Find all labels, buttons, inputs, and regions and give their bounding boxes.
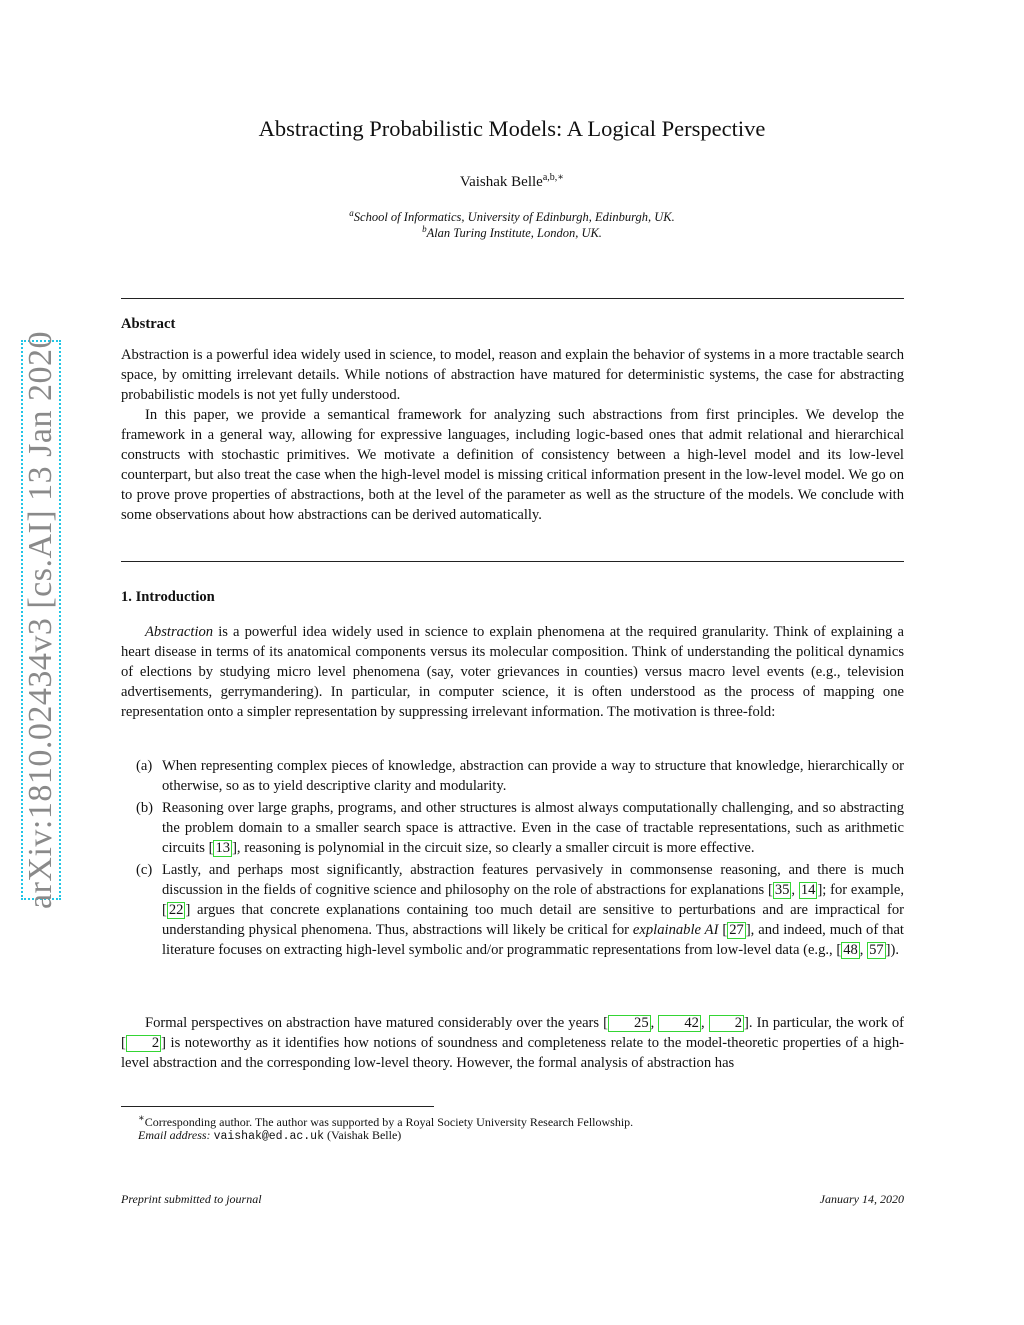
abstract-paragraph-1: Abstraction is a powerful idea widely used in science, to model, reason and explain the behavior of systems in a more tractable search space, by omitting irrelevant details. While notions of abstraction have matured for deterministic systems, the case for abstracting probabilistic models is not yet fully understood.	[121, 347, 904, 403]
footnote-mark: ∗	[138, 1113, 145, 1124]
paragraph-text: ] is noteworthy as it identifies how notions of soundness and completeness relate to the model-theoretic properties of a high-level abstraction and the corresponding low-level theory. However, the formal analysis of abstraction has	[121, 1035, 904, 1071]
paragraph-text: ]. In particular, the work of [	[121, 1015, 905, 1051]
list-item-text: ], and indeed, much of that literature focuses on extracting high-level symbolic and/or programmatic representations from low-level data (e.g., [	[162, 922, 904, 958]
citation-link[interactable]: 48	[843, 942, 858, 958]
citation-link[interactable]: 57	[869, 942, 884, 958]
separator: ,	[859, 942, 868, 958]
email-label: Email address:	[138, 1128, 211, 1142]
affiliation-text: School of Informatics, University of Edinburgh, Edinburgh, UK.	[353, 210, 675, 225]
separator: ,	[650, 1015, 659, 1031]
list-label: (c)	[136, 862, 153, 878]
citation-link[interactable]: 22	[168, 902, 184, 918]
motivation-list	[121, 756, 904, 962]
list-item-text: Lastly, and perhaps most significantly, abstraction features pervasively in commonsense reasoning, and there is much discussion in the fields of cognitive science and philosophy on the role of abstractions for explanations [	[162, 862, 904, 898]
footer-preprint-note: Preprint submitted to journal	[121, 1192, 262, 1206]
footnote-email	[138, 1127, 401, 1145]
list-item-text: ]; for example, [	[162, 882, 905, 918]
intro-p1-text: is a powerful idea widely used in science to explain phenomena at the required granularity. Think of explaining a heart disease in terms of its anatomical components versus its molecular composition. Think of understanding the political dynamics of elections by studying micro level phenomena (say, voter grievances in counties) versus macro level events (e.g., television advertisements, gerrymandering). In particular, in computer science, it is often understood as the process of mapping one representation onto a simpler representation by suppressing irrelevant information. The motivation is three-fold:	[121, 624, 904, 720]
section-heading-introduction: 1. Introduction	[121, 589, 215, 605]
list-item-text: ] argues that concrete explanations containing too much detail are sensitive to perturbations and are impractical for understanding physical phenomena. Thus, abstractions will likely be critical for	[162, 902, 904, 938]
abstract-body	[121, 345, 904, 525]
list-item-text: ]).	[885, 942, 900, 958]
paragraph-text: Formal perspectives on abstraction have matured considerably over the years [	[145, 1015, 609, 1031]
affiliation-mark: a	[349, 208, 354, 218]
footer-date: January 14, 2020	[819, 1192, 904, 1206]
emphasis-explainable-ai: explainable AI	[632, 922, 719, 938]
citation-link[interactable]: 42	[658, 1015, 701, 1032]
intro-paragraph-1	[121, 622, 904, 722]
abstract-top-rule	[121, 298, 904, 299]
list-item-text: When representing complex pieces of knowledge, abstraction can provide a way to structure that knowledge, hierarchically or otherwise, so as to yield descriptive clarity and modularity.	[162, 758, 904, 794]
citation-link[interactable]: 2	[126, 1035, 161, 1052]
list-item	[121, 860, 904, 960]
affiliation-b	[0, 224, 1024, 241]
abstract-paragraph-2: In this paper, we provide a semantical framework for analyzing such abstractions from first principles. We develop the framework in a general way, allowing for expressive languages, including logic-based ones that admit relational and hierarchical constructs with stochastic primitives. We motivate a definition of consistency between a high-level model and its low-level counterpart, but also treat the case when the high-level model is missing critical information present in the low-level model. We go on to prove prove properties of abstractions, both at the level of the parameter as well as the structure of the models. We conclude with some observations about how abstractions can be derived automatically.	[121, 407, 904, 523]
abstract-bottom-rule	[121, 561, 904, 562]
list-item-text: [	[718, 922, 728, 938]
list-label: (b)	[136, 800, 154, 816]
arxiv-stamp	[21, 330, 61, 910]
email-link[interactable]: vaishak@ed.ac.uk	[213, 1130, 324, 1143]
list-label: (a)	[136, 758, 153, 774]
citation-link[interactable]: 27	[729, 922, 744, 938]
list-item-text: Reasoning over large graphs, programs, and other structures is almost always computationally challenging, and so abstracting the problem domain to a smaller search space is attractive. Even in the case of tractable representations, such as arithmetic circuits [	[162, 800, 904, 856]
paper-title: Abstracting Probabilistic Models: A Logical Perspective	[258, 116, 766, 141]
citation-link[interactable]: 14	[800, 882, 816, 898]
separator: ,	[791, 882, 799, 898]
citation-link[interactable]: 35	[774, 882, 790, 898]
separator: ,	[700, 1015, 709, 1031]
citation-link[interactable]: 2	[709, 1015, 744, 1032]
author-marks: a,b,∗	[542, 172, 565, 183]
affiliation-mark: b	[422, 224, 427, 234]
intro-paragraph-2	[121, 1013, 904, 1073]
abstract-heading: Abstract	[121, 316, 176, 332]
affiliation-a	[0, 208, 1024, 225]
arxiv-identifier: arXiv:1810.02434v3 [cs.AI] 13 Jan 2020	[22, 330, 59, 910]
author-name: Vaishak Belle	[459, 174, 543, 190]
list-item	[121, 756, 904, 796]
author-line	[0, 172, 1024, 191]
emphasis-abstraction: Abstraction	[145, 624, 214, 640]
footnote-rule	[121, 1106, 434, 1107]
citation-link[interactable]: 25	[608, 1015, 651, 1032]
footnote-text: Corresponding author. The author was supported by a Royal Society University Research Fellowship.	[144, 1115, 634, 1129]
email-name: (Vaishak Belle)	[326, 1128, 402, 1142]
list-item-text: ], reasoning is polynomial in the circuit size, so clearly a smaller circuit is more effective.	[232, 840, 755, 856]
affiliation-text: Alan Turing Institute, London, UK.	[426, 226, 602, 241]
list-item	[121, 798, 904, 858]
citation-link[interactable]: 13	[215, 840, 231, 856]
